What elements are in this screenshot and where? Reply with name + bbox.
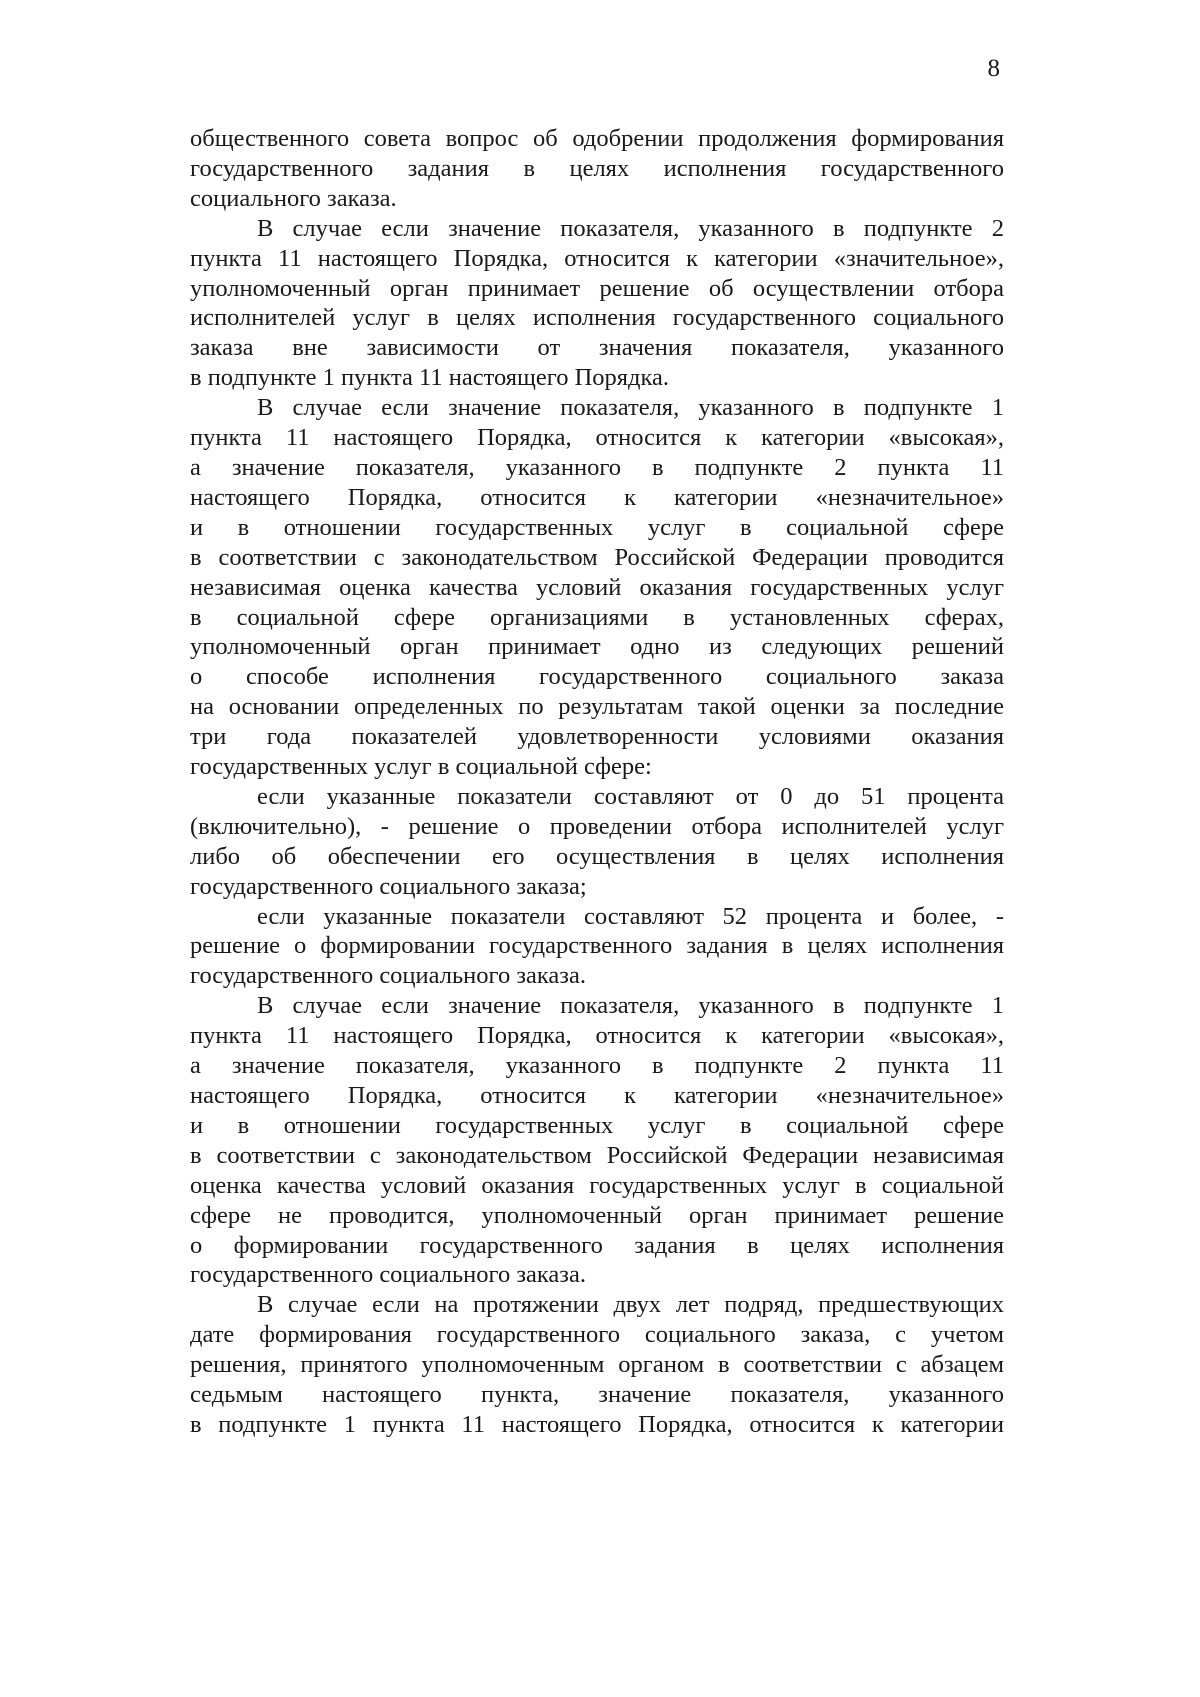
text-line: государственного социального заказа; (190, 872, 587, 900)
text-line: в подпункте 1 пункта 11 настоящего Порядка, относится к категории (190, 1410, 1004, 1438)
text-line: о формировании государственного задания в целях исполнения (190, 1231, 1004, 1259)
paragraph (190, 991, 1004, 1290)
text-line: дате формирования государственного социального заказа, с учетом (190, 1321, 1004, 1349)
text-line: если указанные показатели составляют 52 процента и более, - (257, 902, 1004, 930)
text-line: седьмым настоящего пункта, значение показателя, указанного (190, 1381, 1004, 1409)
paragraph (190, 393, 1004, 782)
text-line: уполномоченный орган принимает одно из следующих решений (190, 633, 1004, 661)
text-line: и в отношении государственных услуг в социальной сфере (190, 1111, 1004, 1139)
text-line: пункта 11 настоящего Порядка, относится к категории «значительное», (190, 244, 1004, 272)
text-line: социального заказа. (190, 184, 397, 212)
text-line: государственных услуг в социальной сфере: (190, 753, 652, 781)
paragraph (190, 902, 1004, 992)
text-line: решение о формировании государственного задания в целях исполнения (190, 932, 1004, 960)
text-line: В случае если на протяжении двух лет подряд, предшествующих (257, 1291, 1004, 1319)
text-line: на основании определенных по результатам такой оценки за последние (190, 693, 1004, 721)
text-line: три года показателей удовлетворенности условиями оказания (190, 723, 1004, 751)
paragraph (190, 782, 1004, 902)
text-line: пункта 11 настоящего Порядка, относится к категории «высокая», (190, 424, 1004, 452)
text-line: настоящего Порядка, относится к категории «незначительное» (190, 483, 1004, 511)
paragraph (190, 214, 1004, 393)
text-line: настоящего Порядка, относится к категории «незначительное» (190, 1082, 1004, 1109)
page-number: 8 (987, 55, 1000, 82)
paragraph (190, 1290, 1004, 1440)
text-line: пункта 11 настоящего Порядка, относится к категории «высокая», (190, 1022, 1004, 1050)
text-line: сфере не проводится, уполномоченный орган принимает решение (190, 1201, 1004, 1229)
text-line: о способе исполнения государственного социального заказа (190, 663, 1004, 691)
text-line: в соответствии с законодательством Российской Федерации независимая (190, 1141, 1004, 1169)
text-line: независимая оценка качества условий оказания государственных услуг (190, 573, 1004, 601)
text-line: решения, принятого уполномоченным органом в соответствии с абзацем (190, 1351, 1004, 1379)
text-line: В случае если значение показателя, указанного в подпункте 2 (257, 214, 1004, 242)
text-line: оценка качества условий оказания государственных услуг в социальной (190, 1171, 1004, 1199)
text-line: государственного социального заказа. (190, 1261, 586, 1289)
text-line: либо об обеспечении его осуществления в целях исполнения (190, 842, 1004, 870)
text-line: а значение показателя, указанного в подпункте 2 пункта 11 (190, 453, 1004, 481)
text-line: уполномоченный орган принимает решение об осуществлении отбора (190, 274, 1004, 302)
text-line: и в отношении государственных услуг в социальной сфере (190, 513, 1004, 541)
text-line: (включительно), - решение о проведении отбора исполнителей услуг (190, 812, 1004, 840)
text-line: в соответствии с законодательством Российской Федерации проводится (190, 543, 1004, 571)
text-line: государственного социального заказа. (190, 962, 586, 990)
document-body (190, 124, 1004, 1440)
text-line: В случае если значение показателя, указанного в подпункте 1 (257, 992, 1004, 1020)
text-line: исполнителей услуг в целях исполнения государственного социального (190, 304, 1004, 332)
text-line: заказа вне зависимости от значения показателя, указанного (190, 334, 1004, 362)
text-line: а значение показателя, указанного в подпункте 2 пункта 11 (190, 1052, 1004, 1080)
paragraph (190, 124, 1004, 214)
text-line: если указанные показатели составляют от 0 до 51 процента (257, 782, 1004, 810)
text-line: государственного задания в целях исполнения государственного (190, 154, 1004, 182)
text-line: в социальной сфере организациями в установленных сферах, (190, 603, 1004, 631)
text-line: В случае если значение показателя, указанного в подпункте 1 (257, 394, 1004, 422)
text-line: общественного совета вопрос об одобрении продолжения формирования (190, 125, 1004, 152)
text-line: в подпункте 1 пункта 11 настоящего Порядка. (190, 364, 670, 392)
